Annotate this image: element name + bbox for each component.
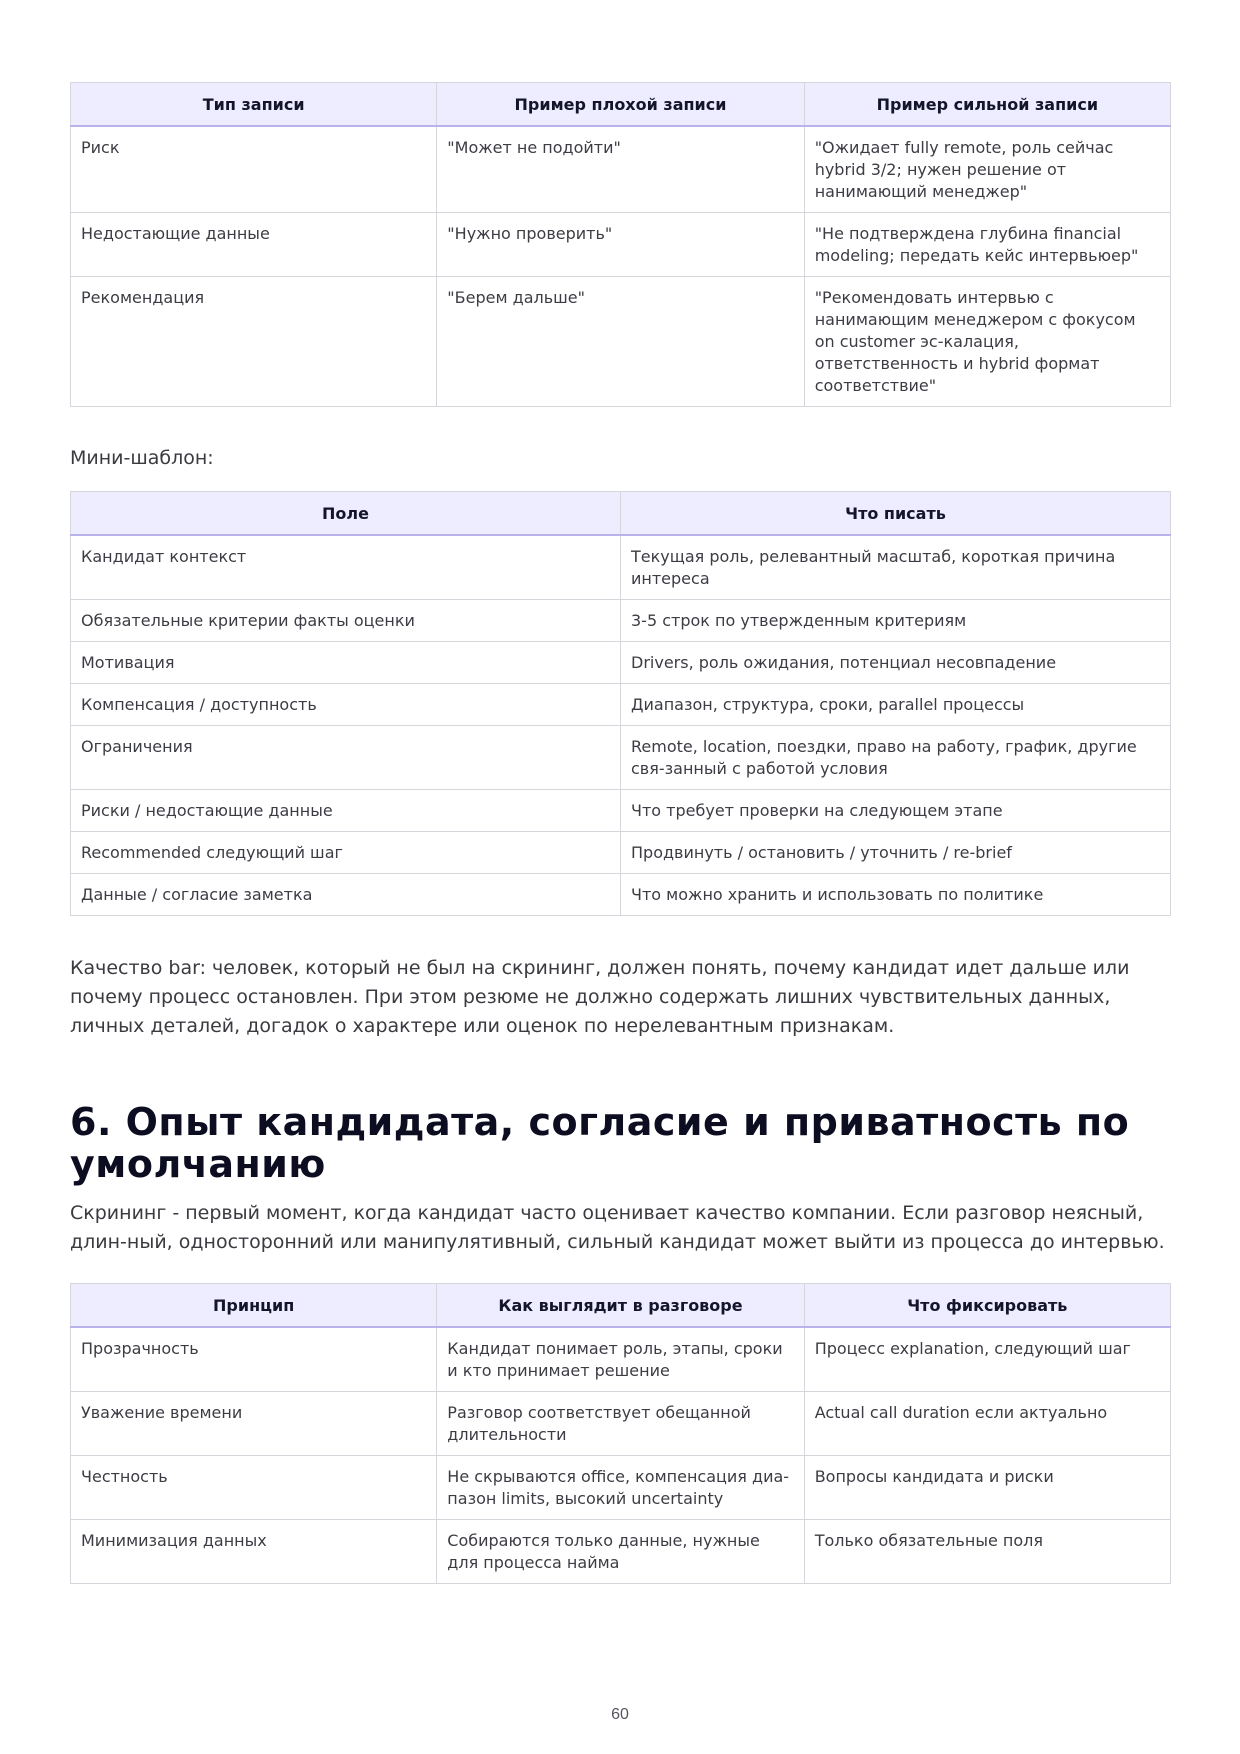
table-cell: Продвинуть / остановить / уточнить / re-brief bbox=[621, 832, 1171, 874]
table-cell: "Ожидает fully remote, роль сейчас hybrid 3/2; нужен решение от нанимающий менеджер" bbox=[804, 126, 1170, 213]
table-cell: Recommended следующий шаг bbox=[71, 832, 621, 874]
table-row bbox=[71, 213, 1171, 277]
mini-template-table bbox=[70, 491, 1171, 916]
table-cell: Разговор соответствует обещанной длительности bbox=[437, 1392, 804, 1456]
table-cell: 3-5 строк по утвержденным критериям bbox=[621, 600, 1171, 642]
table-header-row bbox=[71, 492, 1171, 536]
table-cell: Данные / согласие заметка bbox=[71, 874, 621, 916]
table-cell: Честность bbox=[71, 1456, 437, 1520]
section-intro-paragraph: Скрининг - первый момент, когда кандидат часто оценивает качество компании. Если разговор неясный, длин-ный, односторонний или манипулятивный, сильный кандидат может выйти из процесса до интервью. bbox=[70, 1202, 1165, 1253]
table-cell: Что требует проверки на следующем этапе bbox=[621, 790, 1171, 832]
table-cell: Мотивация bbox=[71, 642, 621, 684]
table-cell: Drivers, роль ожидания, потенциал несовпадение bbox=[621, 642, 1171, 684]
records-table bbox=[70, 82, 1171, 407]
table-row bbox=[71, 790, 1171, 832]
quality-paragraph: Качество bar: человек, который не был на скрининг, должен понять, почему кандидат идет дальше или почему процесс остановлен. При этом резюме не должно содержать лишних чувствительных данных, личных деталей, догадок о характере или оценок по нерелевантным признакам. bbox=[70, 957, 1130, 1037]
column-header: Пример сильной записи bbox=[804, 83, 1170, 127]
table-row bbox=[71, 726, 1171, 790]
table-row bbox=[71, 600, 1171, 642]
table-cell: "Нужно проверить" bbox=[437, 213, 804, 277]
table-cell: Кандидат понимает роль, этапы, сроки и кто принимает решение bbox=[437, 1327, 804, 1392]
table-cell: Remote, location, поездки, право на работу, график, другие свя-занный с работой условия bbox=[621, 726, 1171, 790]
table-row bbox=[71, 874, 1171, 916]
table-cell: Собираются только данные, нужные для процесса найма bbox=[437, 1520, 804, 1584]
column-header: Как выглядит в разговоре bbox=[437, 1284, 804, 1328]
table-cell: "Не подтверждена глубина financial modeling; передать кейс интервьюер" bbox=[804, 213, 1170, 277]
table-row bbox=[71, 126, 1171, 213]
table-row bbox=[71, 535, 1171, 600]
table-cell: Компенсация / доступность bbox=[71, 684, 621, 726]
table-cell: Рекомендация bbox=[71, 277, 437, 407]
column-header: Что писать bbox=[621, 492, 1171, 536]
table-cell: "Рекомендовать интервью с нанимающим менеджером с фокусом on customer эс-калация, ответственность и hybrid формат соответствие" bbox=[804, 277, 1170, 407]
table-row bbox=[71, 1392, 1171, 1456]
table-cell: Процесс explanation, следующий шаг bbox=[804, 1327, 1170, 1392]
table-header-row bbox=[71, 1284, 1171, 1328]
table-row bbox=[71, 277, 1171, 407]
table-row bbox=[71, 1456, 1171, 1520]
table-row bbox=[71, 642, 1171, 684]
table-cell: Actual call duration если актуально bbox=[804, 1392, 1170, 1456]
table-cell: Риск bbox=[71, 126, 437, 213]
table-cell: Диапазон, структура, сроки, parallel процессы bbox=[621, 684, 1171, 726]
table-cell: Прозрачность bbox=[71, 1327, 437, 1392]
table-cell: Недостающие данные bbox=[71, 213, 437, 277]
mini-template-label: Мини-шаблон: bbox=[70, 447, 214, 469]
column-header: Что фиксировать bbox=[804, 1284, 1170, 1328]
column-header: Принцип bbox=[71, 1284, 437, 1328]
table-cell: Уважение времени bbox=[71, 1392, 437, 1456]
table-row bbox=[71, 832, 1171, 874]
table-cell: "Может не подойти" bbox=[437, 126, 804, 213]
table-row bbox=[71, 684, 1171, 726]
table-cell: Только обязательные поля bbox=[804, 1520, 1170, 1584]
page-number: 60 bbox=[611, 1706, 629, 1723]
table-cell: Минимизация данных bbox=[71, 1520, 437, 1584]
table-cell: Не скрываются office, компенсация диа-пазон limits, высокий uncertainty bbox=[437, 1456, 804, 1520]
column-header: Тип записи bbox=[71, 83, 437, 127]
table-cell: Кандидат контекст bbox=[71, 535, 621, 600]
principles-table bbox=[70, 1283, 1171, 1584]
table-cell: Риски / недостающие данные bbox=[71, 790, 621, 832]
column-header: Пример плохой записи bbox=[437, 83, 804, 127]
table-row bbox=[71, 1327, 1171, 1392]
table-header-row bbox=[71, 83, 1171, 127]
table-cell: Текущая роль, релевантный масштаб, короткая причина интереса bbox=[621, 535, 1171, 600]
section-heading: 6. Опыт кандидата, согласие и приватность по умолчанию bbox=[70, 1100, 1130, 1186]
table-cell: Ограничения bbox=[71, 726, 621, 790]
table-row bbox=[71, 1520, 1171, 1584]
table-cell: "Берем дальше" bbox=[437, 277, 804, 407]
table-cell: Обязательные критерии факты оценки bbox=[71, 600, 621, 642]
table-cell: Что можно хранить и использовать по политике bbox=[621, 874, 1171, 916]
document-page bbox=[70, 82, 1171, 1584]
column-header: Поле bbox=[71, 492, 621, 536]
table-cell: Вопросы кандидата и риски bbox=[804, 1456, 1170, 1520]
